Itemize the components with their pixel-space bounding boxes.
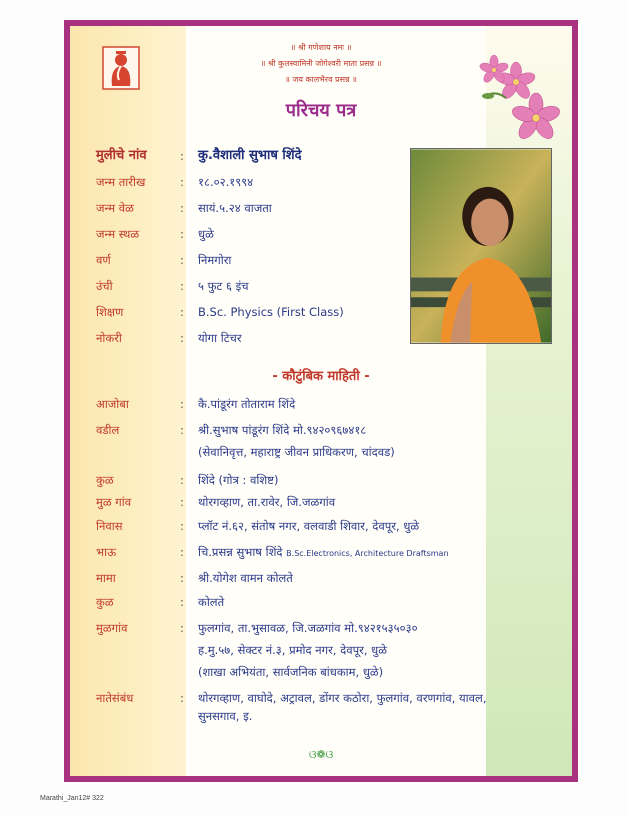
grandfather-label: आजोबा [96, 397, 129, 411]
page-title: परिचय पत्र [285, 100, 357, 121]
native-value: थोरगव्हाण, ता.रावेर, जि.जळगांव [198, 495, 336, 509]
colon: : [180, 305, 184, 319]
brother-name: चि.प्रसन्न सुभाष शिंदे [198, 545, 283, 559]
grandfather-value: कै.पांडूरंग तोताराम शिंदे [198, 397, 296, 411]
blessings [70, 40, 572, 88]
relatives-value-cont: सुनसगाव, इ. [198, 709, 253, 723]
clan-label: कुळ [96, 473, 114, 487]
birth-time-value: सायं.५.२४ वाजता [198, 201, 272, 215]
name-label: मुलीचे नांव [96, 148, 147, 163]
colon: : [180, 545, 184, 559]
occupation-value: योगा टिचर [198, 331, 242, 345]
uncle-native-value: फुलगांव, ता.भुसावळ, जि.जळगांव मो.९४२१५३५०३० [198, 621, 418, 635]
father-label: वडील [96, 423, 120, 437]
uncle-native-label: मुळगांव [96, 621, 128, 635]
height-label: उंची [96, 279, 113, 293]
residence-label: निवास [96, 519, 123, 533]
colon: : [180, 595, 184, 609]
family-section-title: - कौटुंबिक माहिती - [272, 369, 370, 384]
clan-value: शिंदे (गोत्र : वशिष्ट) [198, 473, 279, 487]
brother-qualification: B.Sc.Electronics, Architecture Draftsman [286, 549, 449, 558]
native-label: मुळ गांव [96, 495, 132, 509]
colon: : [180, 423, 184, 437]
blessing-line-2: ॥ श्री कुलस्वामिनी जोगेश्वरी माता प्रसन्न ॥ [260, 59, 382, 68]
uncle-address: ह.मु.५७, सेक्टर नं.३, प्रमोद नगर, देवपूर, धुळे [198, 643, 387, 657]
birth-time-label: जन्म वेळ [96, 201, 134, 215]
ornament-icon: ଓ❁ଓ [308, 748, 334, 761]
biodata-card [64, 20, 578, 782]
colon: : [180, 227, 184, 241]
brother-value [198, 542, 449, 564]
complexion-value: निमगोरा [198, 253, 232, 267]
profile-photo [410, 148, 552, 344]
residence-value: प्लॉट नं.६२, संतोष नगर, वलवाडी शिवार, देवपूर, धुळे [198, 519, 420, 533]
maternal-uncle-label: मामा [96, 571, 116, 585]
colon: : [180, 253, 184, 267]
birth-place-label: जन्म स्थळ [96, 227, 140, 241]
colon: : [180, 473, 184, 487]
birth-date-value: १८.०२.१९९४ [198, 175, 254, 189]
colon: : [180, 397, 184, 411]
birth-date-label: जन्म तारीख [96, 175, 146, 189]
colon: : [180, 621, 184, 635]
relatives-label: नातेसंबंध [96, 691, 134, 705]
relatives-value: थोरगव्हाण, वाघोदे, अट्रावल, डोंगर कठोरा, फुलगांव, वरणगांव, यावल, [198, 691, 487, 705]
brother-label: भाऊ [96, 545, 117, 559]
blessing-line-1: ॥ श्री गणेशाय नमः ॥ [290, 43, 352, 52]
colon: : [180, 279, 184, 293]
colon: : [180, 149, 184, 163]
colon: : [180, 519, 184, 533]
height-value: ५ फुट ६ इंच [198, 279, 249, 293]
uncle-occupation: (शाखा अभियंता, सार्वजनिक बांधकाम, धुळे) [198, 665, 384, 679]
uncle-clan-value: कोलते [198, 595, 225, 609]
education-value: B.Sc. Physics (First Class) [198, 305, 344, 319]
birth-place-value: धुळे [198, 227, 214, 241]
colon: : [180, 175, 184, 189]
colon: : [180, 201, 184, 215]
education-label: शिक्षण [96, 305, 124, 319]
complexion-label: वर्ण [96, 253, 111, 267]
colon: : [180, 331, 184, 345]
father-occupation: (सेवानिवृत्त, महाराष्ट्र जीवन प्राधिकरण, चांदवड) [198, 445, 395, 459]
maternal-uncle-value: श्री.योगेश वामन कोलते [198, 571, 293, 585]
blessing-line-3: ॥ जय कालभैरव प्रसन्न ॥ [285, 75, 357, 84]
colon: : [180, 571, 184, 585]
father-value: श्री.सुभाष पांडूरंग शिंदे मो.९४२०९६७४१८ [198, 423, 367, 437]
occupation-label: नोकरी [96, 331, 122, 345]
colon: : [180, 495, 184, 509]
footer-code: Marathi_Jan12# 322 [40, 795, 104, 802]
name-value: कु.वैशाली सुभाष शिंदे [198, 148, 302, 163]
uncle-clan-label: कुळ [96, 595, 114, 609]
colon: : [180, 691, 184, 705]
